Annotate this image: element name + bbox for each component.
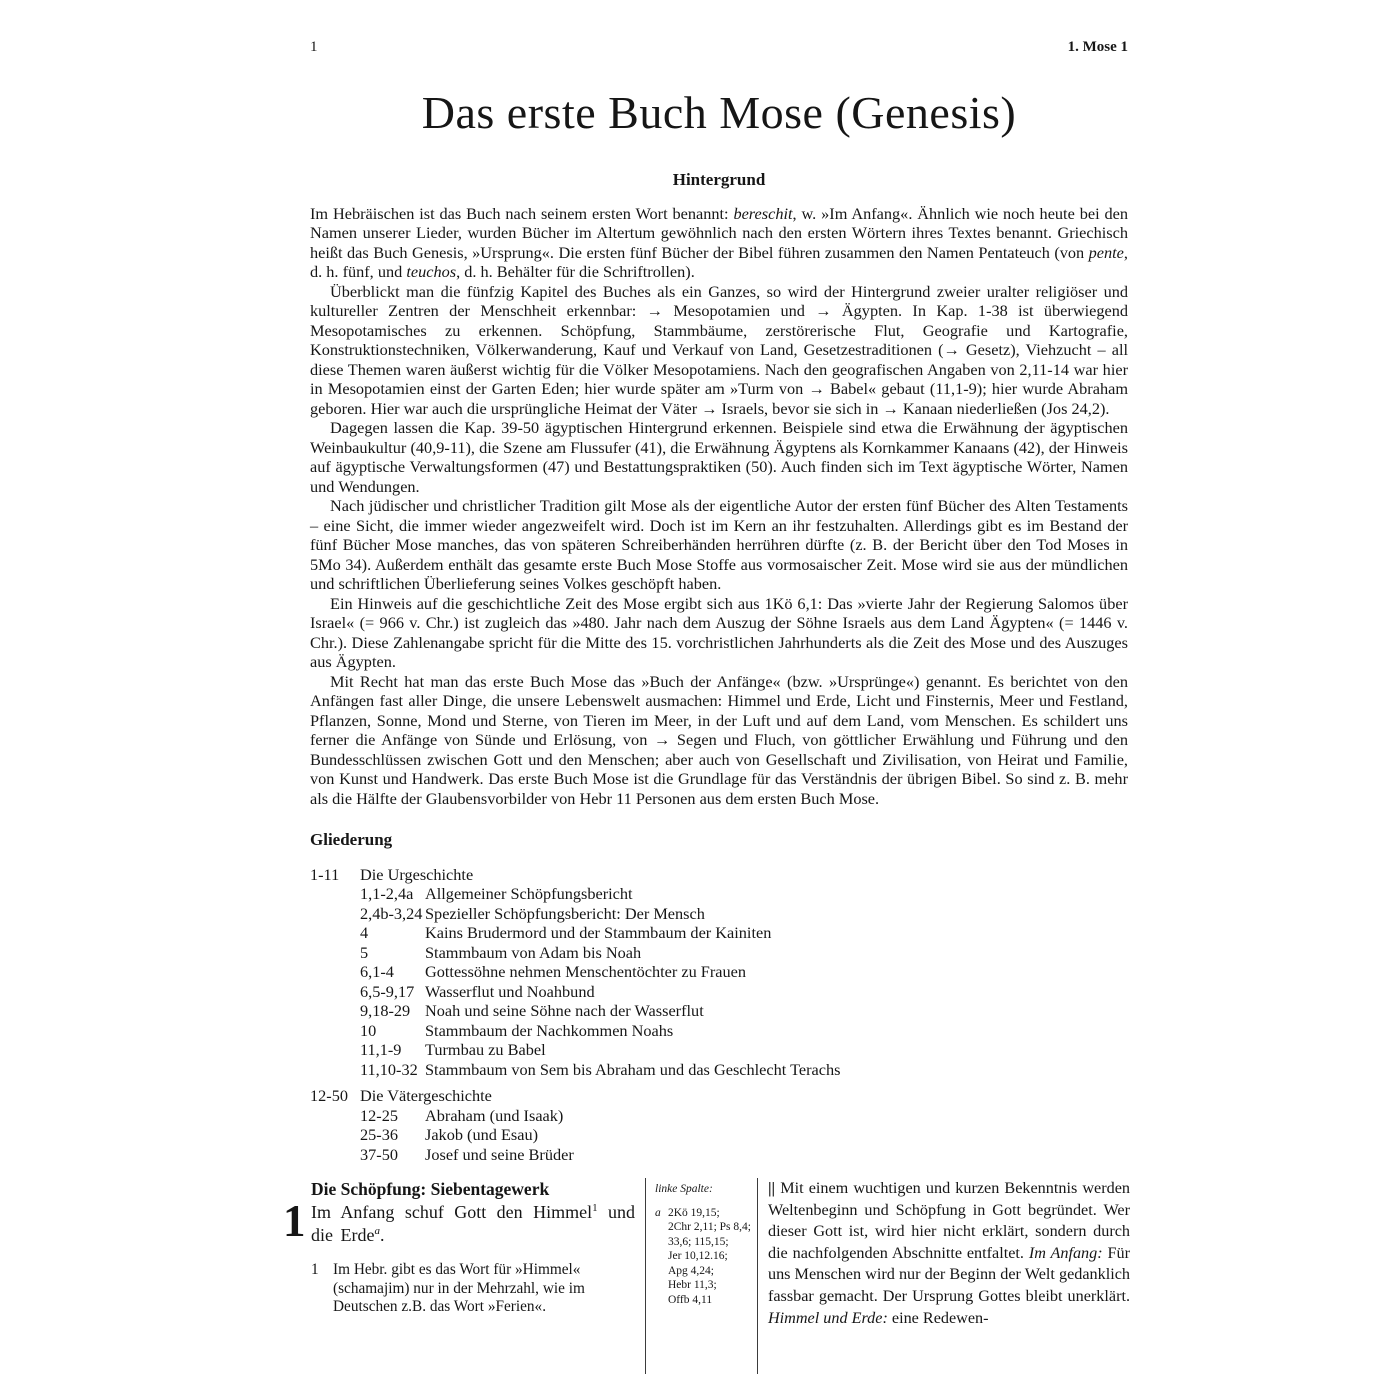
cross-reference-marker: a	[655, 1206, 661, 1219]
outline-row	[310, 1086, 1128, 1106]
outline-label: Kains Brudermord und der Stammbaum der Kainiten	[425, 923, 772, 943]
outline-row	[310, 904, 1128, 924]
outline-ref: 5	[360, 942, 369, 962]
outline-label: Josef und seine Brüder	[425, 1144, 574, 1164]
running-title: 1. Mose 1	[1067, 39, 1128, 55]
outline-ref: 6,1-4	[360, 962, 394, 982]
cross-references-column	[646, 1178, 757, 1374]
outline-row	[310, 865, 1128, 885]
outline-row	[310, 982, 1128, 1002]
outline-label: Turmbau zu Babel	[425, 1040, 546, 1060]
outline-ref: 6,5-9,17	[360, 981, 415, 1001]
outline-ref: 9,18-29	[360, 1001, 411, 1021]
outline-ref: 1,1-2,4a	[360, 884, 414, 904]
outline-row	[310, 923, 1128, 943]
outline-row	[310, 1106, 1128, 1126]
outline-ref: 11,1-9	[360, 1040, 402, 1060]
cross-reference-line: Offb 4,11	[668, 1293, 713, 1306]
page-title: Das erste Buch Mose (Genesis)	[421, 87, 1017, 138]
outline-heading: Gliederung	[310, 830, 393, 850]
outline-label: Allgemeiner Schöpfungsbericht	[425, 884, 633, 904]
background-heading: Hintergrund	[672, 169, 766, 189]
verse-column	[283, 1178, 635, 1374]
cross-reference-line: 33,6; 115,15;	[668, 1235, 729, 1248]
outline-ref: 10	[360, 1020, 377, 1040]
cross-references-list	[655, 1206, 751, 1308]
cross-reference-line: Jer 10,12.16;	[668, 1250, 728, 1262]
outline-row	[310, 1001, 1128, 1021]
passage-section	[283, 1178, 1130, 1374]
outline-label: Die Urgeschichte	[360, 864, 474, 884]
passage-heading: Die Schöpfung: Siebentagewerk	[311, 1179, 550, 1199]
outline-ref: 12-25	[360, 1105, 398, 1125]
commentary-text: || Mit einem wuchtigen und kurzen Bekenntnis werden Weltenbeginn und Schöpfung in Gott begründet. Wer dieser Gott ist, wird hier nicht erklärt, sondern durch die nachfolgenden Abschnitte entfaltet. Im Anfang: Für uns Menschen wird nur der Beginn der Welt gedanklich fassbar gemacht. Der Ursprung Gottes bleibt unerklärt. Himmel und Erde: eine Redewen-	[767, 1179, 1130, 1327]
cross-reference-line: 2Kö 19,15;	[668, 1206, 720, 1219]
outline-row	[310, 962, 1128, 982]
outline-ref: 11,10-32	[360, 1059, 418, 1079]
main-text-column	[310, 0, 1128, 1164]
outline-ref: 2,4b-3,24	[360, 903, 423, 923]
outline-label: Wasserflut und Noahbund	[425, 981, 595, 1001]
outline-row	[310, 1040, 1128, 1060]
outline-label: Gottessöhne nehmen Menschentöchter zu Frauen	[425, 962, 747, 982]
outline-label: Abraham (und Isaak)	[425, 1105, 564, 1125]
outline-label: Stammbaum der Nachkommen Noahs	[425, 1020, 674, 1040]
background-paragraphs	[310, 204, 1128, 809]
cross-reference-line: Apg 4,24;	[668, 1264, 714, 1277]
cross-references-heading: linke Spalte:	[655, 1183, 713, 1195]
outline-ref: 1-11	[310, 864, 340, 884]
cross-reference-lines	[668, 1206, 751, 1308]
outline-label: Jakob (und Esau)	[425, 1125, 539, 1145]
footnote-marker: 1	[311, 1261, 319, 1278]
commentary-column	[758, 1178, 1130, 1374]
outline-ref: 4	[360, 923, 369, 943]
footnote	[311, 1261, 635, 1317]
outline-ref: 37-50	[360, 1144, 398, 1164]
outline-label: Stammbaum von Adam bis Noah	[425, 942, 642, 962]
background-paragraph: Nach jüdischer und christlicher Tradition gilt Mose als der eigentliche Autor der ersten fünf Bücher des Alten Testaments – eine Sicht, die immer wieder angezweifelt wird. Doch ist im Kern an ihr festzuhalten. Allerdings gibt es im Bestand der fünf Bücher Mose manches, das von späteren Schreiberhänden herrühren dürfte (z. B. der Bericht über den Tod Moses in 5Mo 34). Außerdem enthält das gesamte erste Buch Mose Stoffe aus vormosaischer Zeit. Mose wird sie aus der mündlichen und schriftlichen Überlieferung seines Volkes geschöpft haben.	[310, 496, 1128, 594]
outline-row	[310, 1125, 1128, 1145]
background-paragraph: Dagegen lassen die Kap. 39-50 ägyptischen Hintergrund erkennen. Beispiele sind etwa die Erwähnung der ägyptischen Weinbaukultur (40,9-11), die Szene am Flussufer (41), die Erwähnung Ägyptens als Kornkammer Kanaans (42), der Hinweis auf ägyptische Verwaltungsformen (47) und Bestattungspraktiken (50). Auch finden sich im Text ägyptische Wörter, Namen und Wendungen.	[310, 418, 1128, 496]
running-head	[310, 0, 1128, 56]
outline-row	[310, 943, 1128, 963]
outline-list	[310, 865, 1128, 1165]
outline-row	[310, 1021, 1128, 1041]
cross-reference-line: 2Chr 2,11; Ps 8,4;	[668, 1221, 751, 1233]
outline-label: Noah und seine Söhne nach der Wasserflut	[425, 1001, 704, 1021]
background-paragraph: Mit Recht hat man das erste Buch Mose das »Buch der Anfänge« (bzw. »Ursprünge«) genannt. Es berichtet von den Anfängen fast aller Dinge, die unsere Lebenswelt ausmachen: Himmel und Erde, Licht und Finsternis, Meer und Festland, Pflanzen, Sonne, Mond und Sterne, von Tieren im Meer, in der Luft und auf dem Land, vom Menschen. Es schildert uns ferner die Anfänge von Sünde und Erlösung, von → Segen und Fluch, von göttlicher Erwählung und Führung und den Bundesschlüssen zwischen Gott und den Menschen; aber auch von Gesellschaft und Zivilisation, von Heirat und Familie, von Kunst und Handwerk. Das erste Buch Mose ist die Grundlage für das Verständnis der übrigen Bibel. So sind z. B. mehr als die Hälfte der Glaubensvorbilder von Hebr 11 Personen aus dem ersten Buch Mose.	[310, 671, 1128, 808]
background-paragraph: Ein Hinweis auf die geschichtliche Zeit des Mose ergibt sich aus 1Kö 6,1: Das »vierte Jahr der Regierung Salomos über Israel« (= 966 v. Chr.) ist zugleich das »480. Jahr nach dem Auszug der Söhne Israels aus dem Land Ägypten« (= 1446 v. Chr.). Diese Zahlenangabe spricht für die Mitte des 15. vorchristlichen Jahrhunderts als die Zeit des Mose und des Auszuges aus Ägypten.	[310, 593, 1128, 672]
footnote-text: Im Hebr. gibt es das Wort für »Himmel« (schamajim) nur in der Mehrzahl, wie im Deutschen z.B. das Wort »Ferien«.	[333, 1261, 585, 1315]
verse-text: Im Anfang schuf Gott den Himmel$^1$ und die Erde$^a$.	[311, 1202, 635, 1245]
outline-ref: 12-50	[310, 1086, 348, 1106]
outline-ref: 25-36	[360, 1125, 398, 1145]
cross-reference-line: Hebr 11,3;	[668, 1279, 717, 1291]
chapter-number: 1	[283, 1196, 306, 1246]
outline-label: Stammbaum von Sem bis Abraham und das Geschlecht Terachs	[425, 1059, 841, 1079]
outline-label: Die Vätergeschichte	[360, 1086, 492, 1106]
outline-row	[310, 1060, 1128, 1080]
outline-row	[310, 884, 1128, 904]
background-paragraph: Überblickt man die fünfzig Kapitel des Buches als ein Ganzes, so wird der Hintergrund zweier uralter religiöser und kultureller Zentren der Menschheit erkennbar: → Mesopotamien und → Ägypten. In Kap. 1-38 ist überwiegend Mesopotamisches zu erkennen. Schöpfung, Stammbäume, zerstörerische Flut, Geografie und Kartografie, Konstruktionstechniken, Völkerwanderung, Kauf und Verkauf von Land, Gesetzestraditionen (→ Gesetz), Viehzucht – all diese Themen waren äußerst wichtig für die Völker Mesopotamiens. Nach den geografischen Angaben von 2,11-14 war hier in Mesopotamien einst der Garten Eden; hier wurde später am »Turm von → Babel« gebaut (11,1-9); hier wurde Abraham geboren. Hier war auch die ursprüngliche Heimat der Väter → Israels, bevor sie sich in → Kanaan niederließen (Jos 24,2).	[310, 281, 1128, 418]
page-number: 1	[310, 39, 318, 55]
outline-row	[310, 1145, 1128, 1165]
outline-label: Spezieller Schöpfungsbericht: Der Mensch	[425, 903, 705, 923]
background-paragraph: Im Hebräischen ist das Buch nach seinem ersten Wort benannt: bereschit, w. »Im Anfang«. Ähnlich wie noch heute bei den Namen unserer Lieder, wurden Bücher im Altertum gewöhnlich nach den ersten Wörtern ihres Textes benannt. Griechisch heißt das Buch Genesis, »Ursprung«. Die ersten fünf Bücher der Bibel führen zusammen den Namen Pentateuch (von pente, d. h. fünf, und teuchos, d. h. Behälter für die Schriftrollen).	[310, 203, 1128, 282]
